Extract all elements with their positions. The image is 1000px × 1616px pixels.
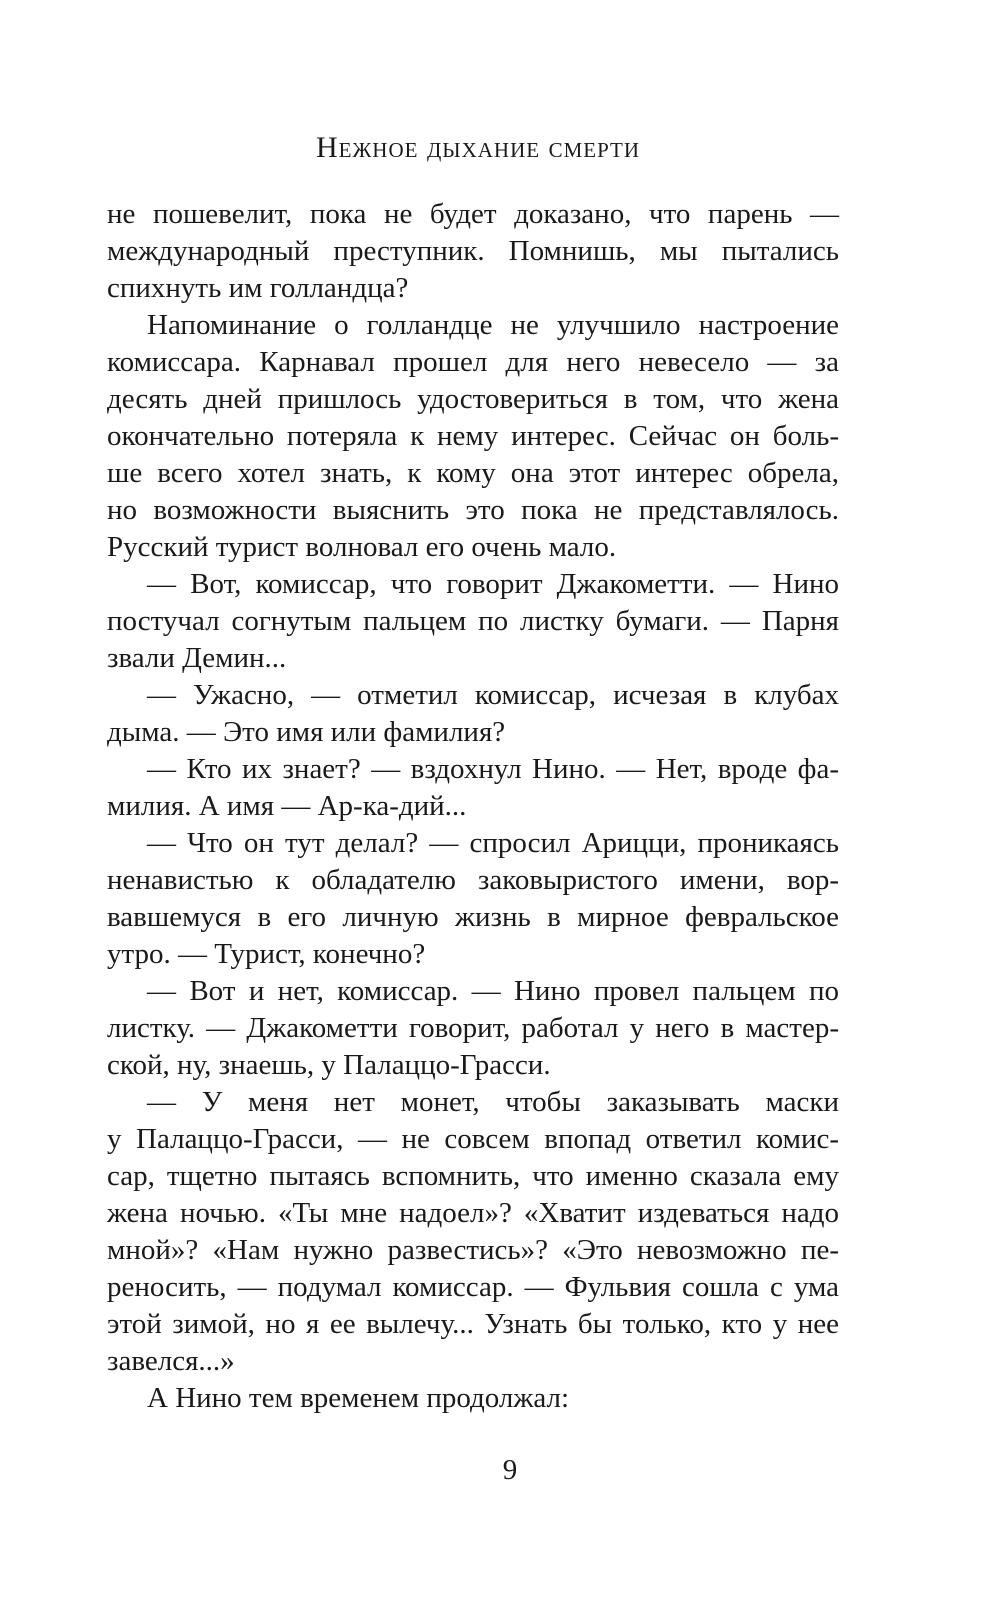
text-line: — Вот, комиссар, что говорит Джакометти. — Нино bbox=[147, 568, 839, 600]
text-line: постучал согнутым пальцем по листку бумаги. — Парня bbox=[107, 605, 839, 637]
text-line: жена ночью. «Ты мне надоел»? «Хватит издеваться надо bbox=[107, 1197, 839, 1229]
text-line: Напоминание о голландце не улучшило настроение bbox=[147, 309, 839, 341]
text-line: международный преступник. Помнишь, мы пытались bbox=[107, 235, 839, 267]
text-line: реносить, — подумал комиссар. — Фульвия сошла с ума bbox=[107, 1271, 839, 1303]
text-line: завелся...» bbox=[107, 1345, 235, 1377]
paragraph bbox=[107, 677, 839, 751]
paragraph bbox=[107, 1380, 839, 1417]
text-line: но возможности выяснить это пока не представлялось. bbox=[107, 494, 839, 526]
text-line: ненавистью к обладателю заковыристого имени, вор- bbox=[107, 864, 839, 896]
text-line: не пошевелит, пока не будет доказано, что парень — bbox=[107, 198, 839, 230]
text-line: у Палаццо-Грасси, — не совсем впопад ответил комис- bbox=[107, 1123, 839, 1155]
text-line: комиссара. Карнавал прошел для него невесело — за bbox=[107, 346, 839, 378]
text-line: листку. — Джакометти говорит, работал у него в мастер- bbox=[107, 1012, 839, 1044]
paragraph bbox=[107, 973, 839, 1084]
text-line: — Вот и нет, комиссар. — Нино провел пальцем по bbox=[147, 975, 839, 1007]
text-line: этой зимой, но я ее вылечу... Узнать бы только, кто у нее bbox=[107, 1308, 839, 1340]
text-line: сар, тщетно пытаясь вспомнить, что именно сказала ему bbox=[107, 1160, 839, 1192]
text-line: милия. А имя — Ар-ка-дий... bbox=[107, 790, 467, 822]
text-line: А Нино тем временем продолжал: bbox=[147, 1382, 570, 1414]
text-line: — Кто их знает? — вздохнул Нино. — Нет, вроде фа- bbox=[147, 753, 839, 785]
paragraph bbox=[107, 307, 839, 566]
text-line: — У меня нет монет, чтобы заказывать маски bbox=[147, 1086, 839, 1118]
text-line: ской, ну, знаешь, у Палаццо-Грасси. bbox=[107, 1049, 551, 1081]
paragraph bbox=[107, 825, 839, 973]
body-text bbox=[107, 196, 839, 1417]
text-line: утро. — Турист, конечно? bbox=[107, 938, 426, 970]
paragraph bbox=[107, 566, 839, 677]
text-line: мной»? «Нам нужно развестись»? «Это невозможно пе- bbox=[107, 1234, 839, 1266]
text-line: — Что он тут делал? — спросил Арицци, проникаясь bbox=[147, 827, 839, 859]
running-head: Нежное дыхание смерти bbox=[315, 131, 641, 164]
book-page bbox=[107, 128, 839, 1417]
text-line: вавшемуся в его личную жизнь в мирное февральское bbox=[107, 901, 839, 933]
text-line: дыма. — Это имя или фамилия? bbox=[107, 716, 506, 748]
text-line: ше всего хотел знать, к кому она этот интерес обрела, bbox=[107, 457, 839, 489]
paragraph bbox=[107, 751, 839, 825]
paragraph bbox=[107, 196, 839, 307]
text-line: спихнуть им голландца? bbox=[107, 272, 409, 304]
text-line: Русский турист волновал его очень мало. bbox=[107, 531, 617, 563]
text-line: десять дней пришлось удостовериться в том, что жена bbox=[107, 383, 839, 415]
page-number: 9 bbox=[502, 1454, 518, 1486]
paragraph bbox=[107, 1084, 839, 1380]
text-line: окончательно потеряла к нему интерес. Сейчас он боль- bbox=[107, 420, 839, 452]
text-line: — Ужасно, — отметил комиссар, исчезая в клубах bbox=[147, 679, 839, 711]
text-line: звали Демин... bbox=[107, 642, 287, 674]
